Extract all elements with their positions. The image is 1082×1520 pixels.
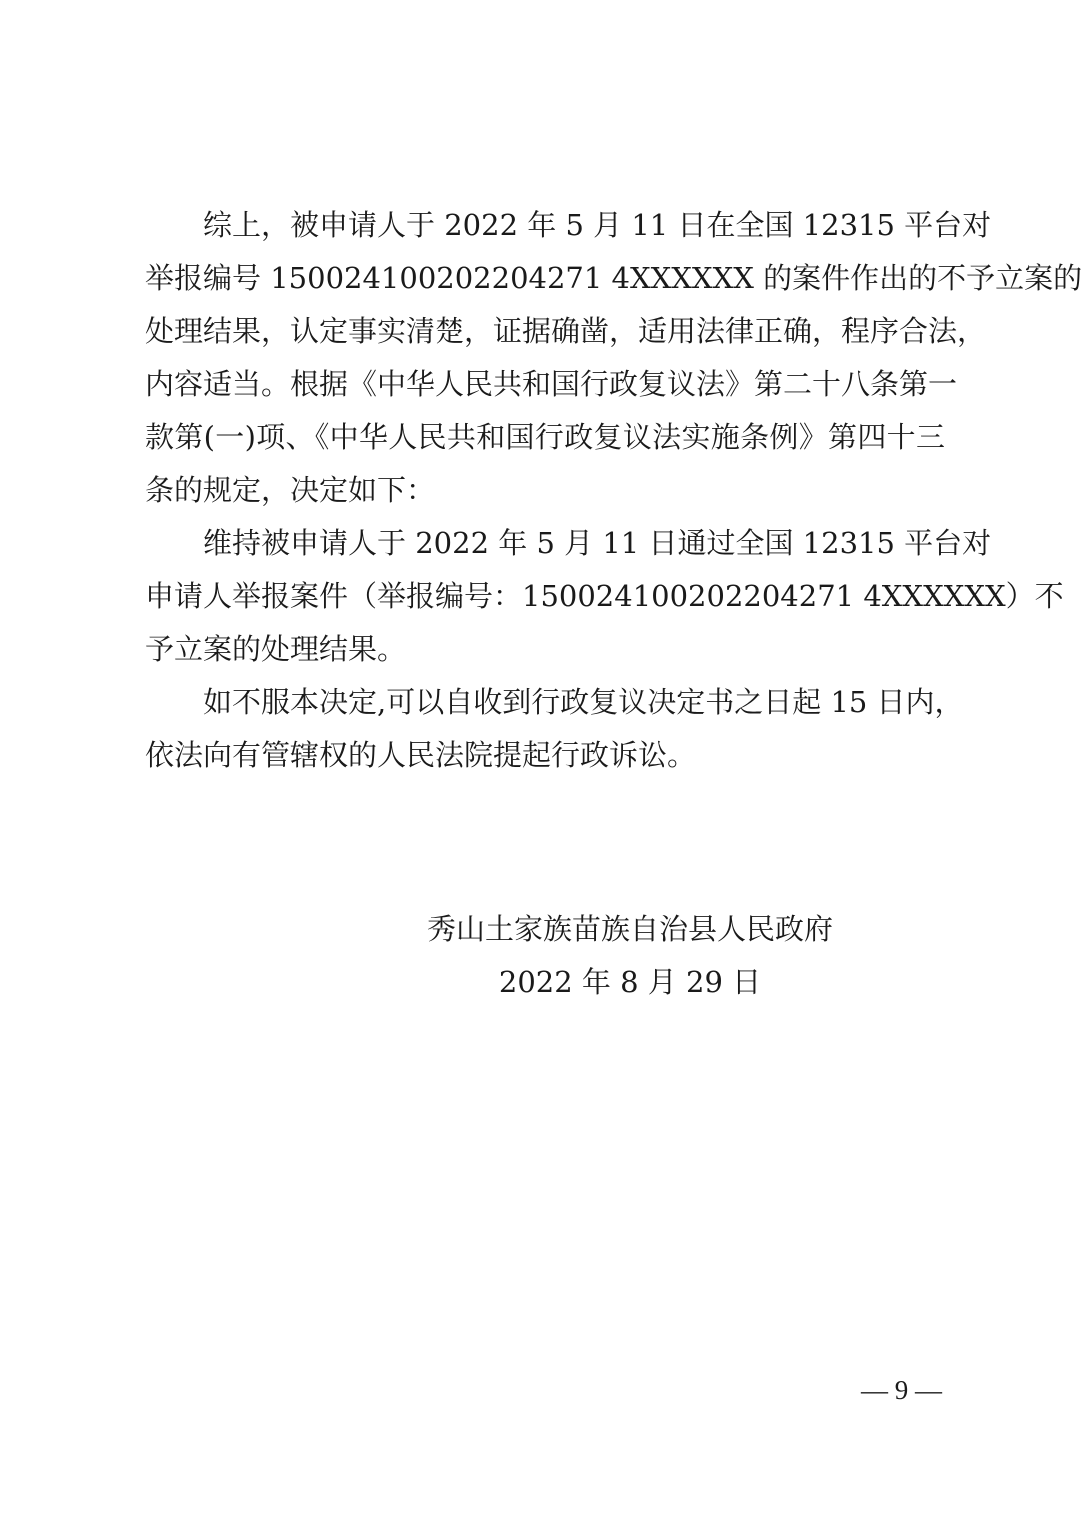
- paragraph-3-line-1: 如不服本决定,可以自收到行政复议决定书之日起 15 日内，: [145, 685, 964, 719]
- paragraph-1-line-3: 处理结果，认定事实清楚，证据确凿，适用法律正确，程序合法，: [145, 314, 987, 348]
- paragraph-1-line-6: 条的规定，决定如下：: [145, 473, 436, 507]
- paragraph-1-line-1: 综上，被申请人于 2022 年 5 月 11 日在全国 12315 平台对: [145, 208, 992, 242]
- paragraph-2-line-3: 予立案的处理结果。: [145, 632, 407, 666]
- signature-organization: 秀山土家族苗族自治县人民政府: [426, 912, 833, 946]
- paragraph-2-line-1: 维持被申请人于 2022 年 5 月 11 日通过全国 12315 平台对: [145, 526, 992, 560]
- paragraph-1-line-5: 款第(一)项、《中华人民共和国行政复议法实施条例》第四十三: [145, 420, 945, 454]
- paragraph-1-line-4: 内容适当。根据《中华人民共和国行政复议法》第二十八条第一: [145, 367, 958, 401]
- page-number: — 9 —: [861, 1375, 942, 1405]
- paragraph-1-line-2: 举报编号 150024100202204271 4XXXXXX 的案件作出的不予立案的: [145, 261, 1082, 295]
- paragraph-3-line-2: 依法向有管辖权的人民法院提起行政诉讼。: [145, 738, 697, 772]
- document-body: [145, 199, 1082, 782]
- paragraph-2-line-2: 申请人举报案件（举报编号：150024100202204271 4XXXXXX）不: [145, 579, 1064, 613]
- signature-date: 2022 年 8 月 29 日: [498, 965, 762, 999]
